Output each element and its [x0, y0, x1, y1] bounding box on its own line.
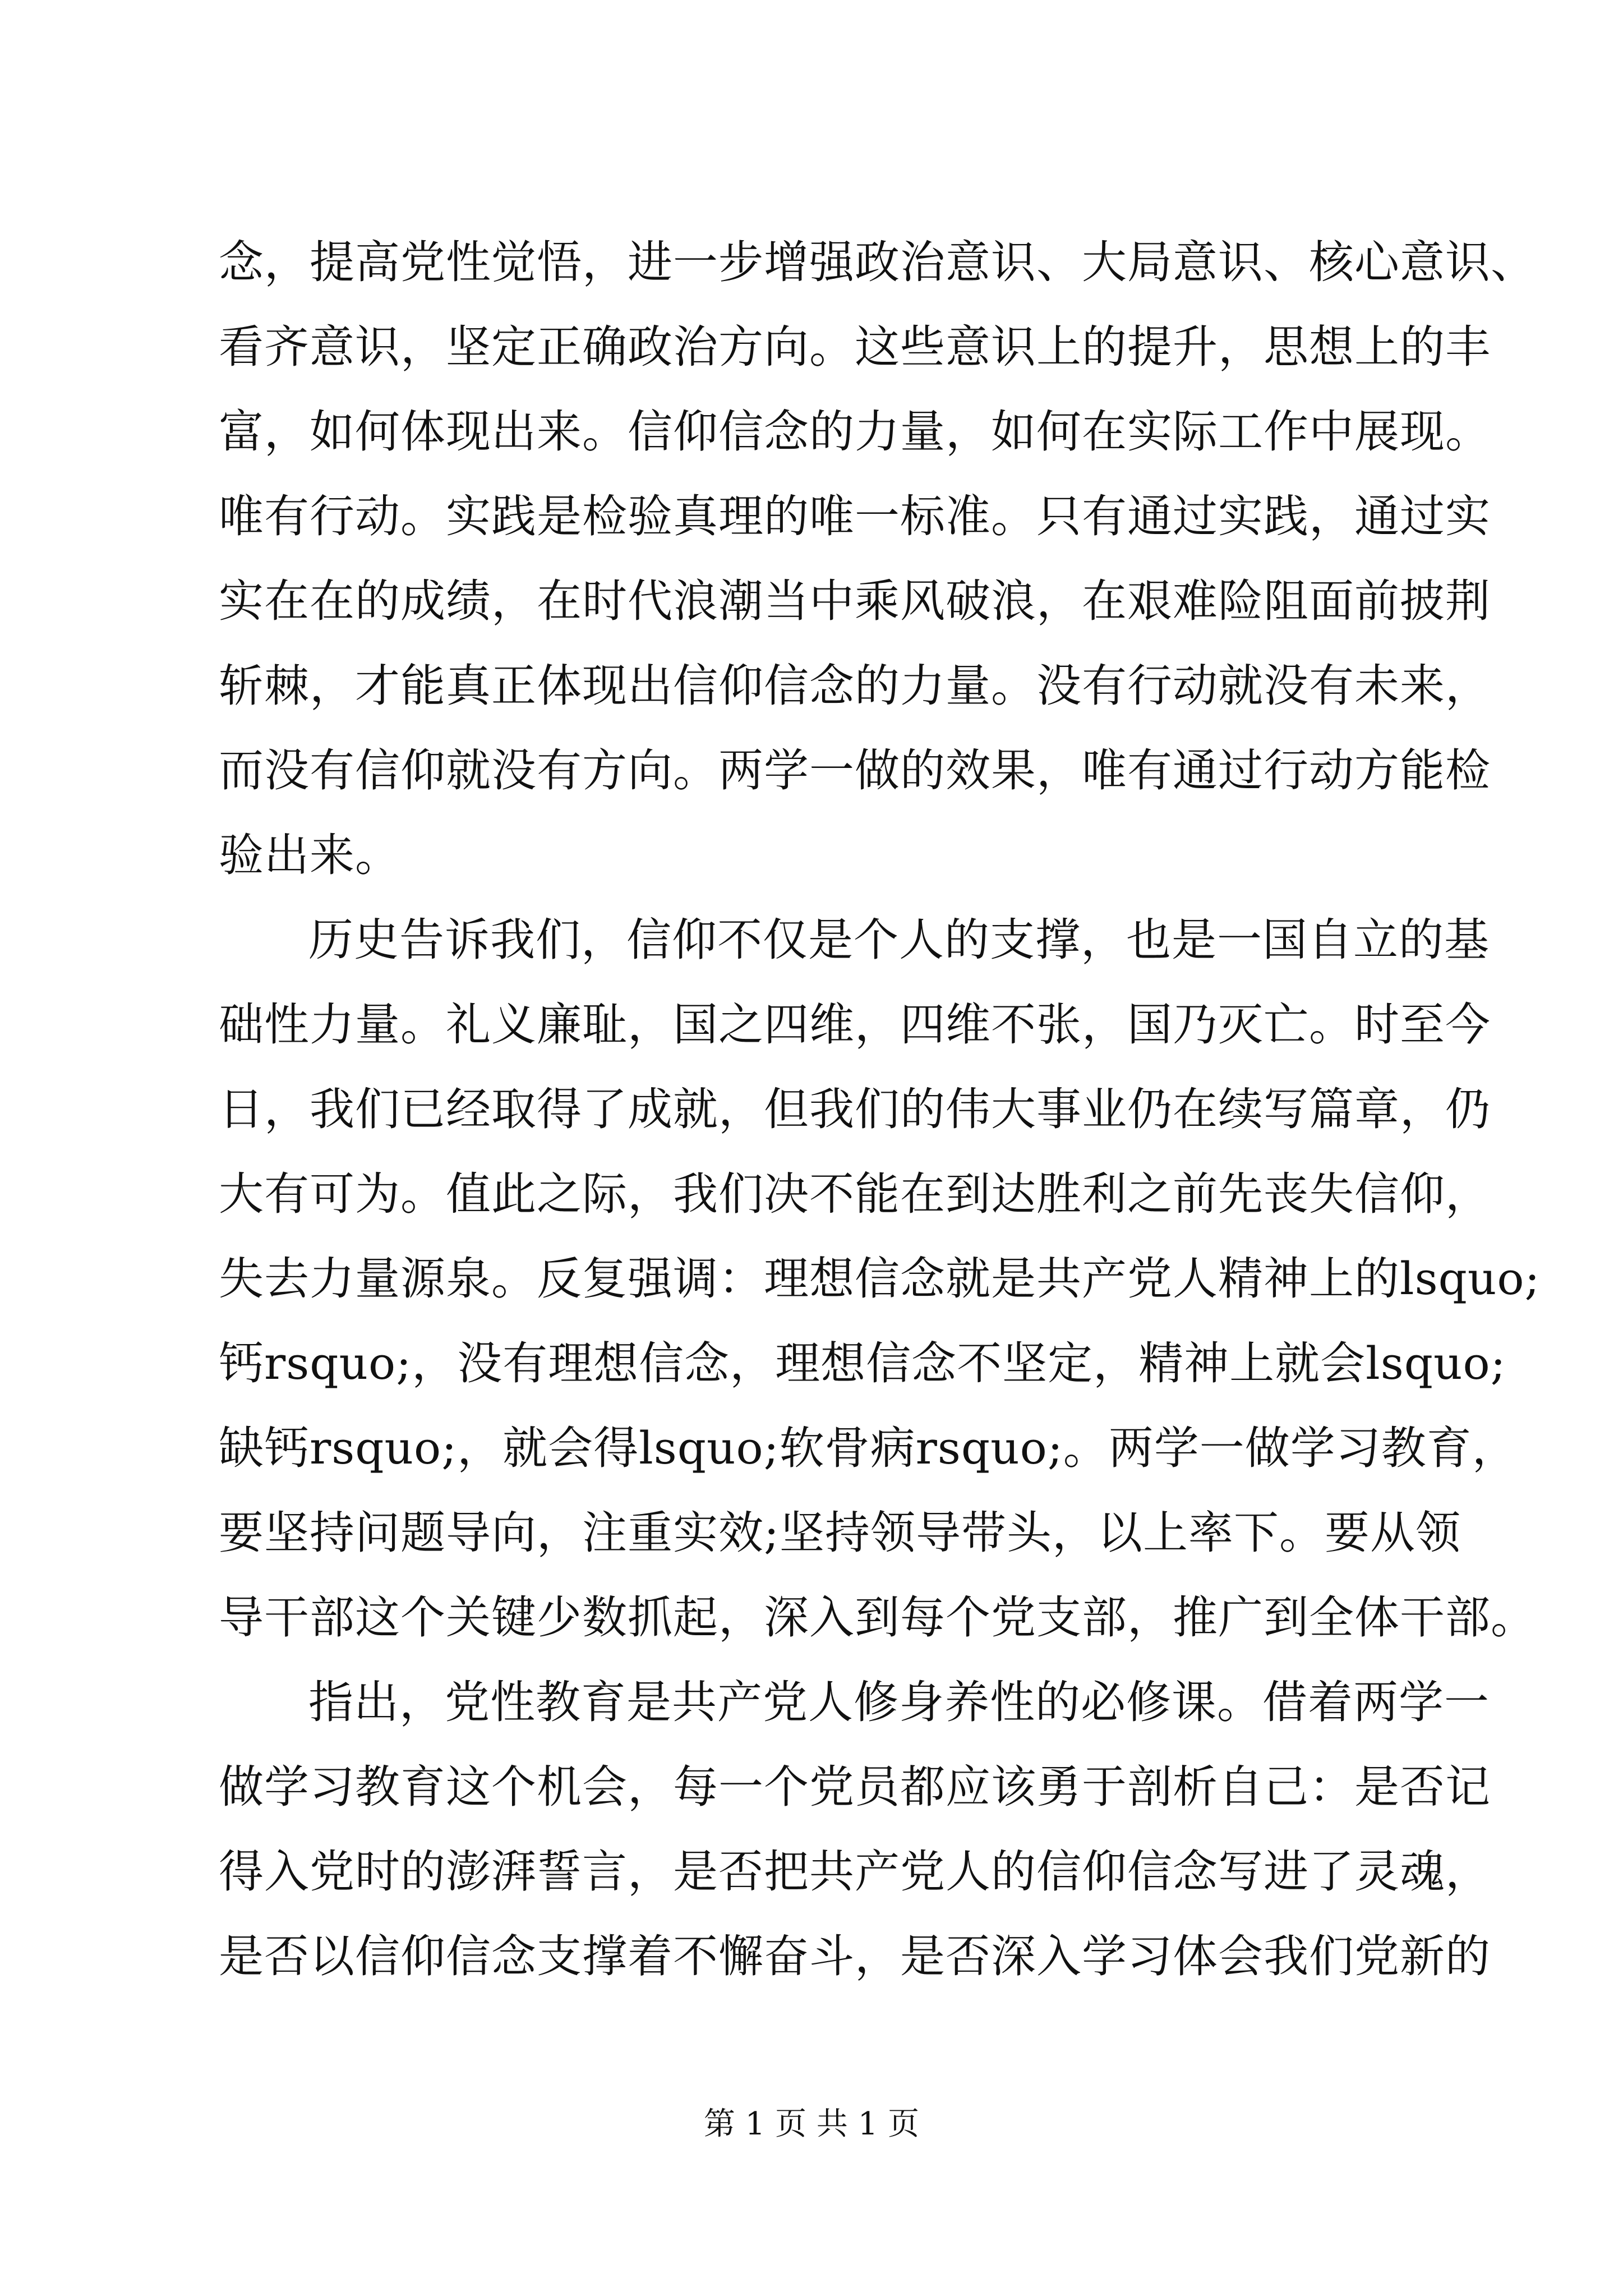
text-line: 要坚持问题导向，注重实效;坚持领导带头，以上率下。要从领: [219, 1507, 1461, 1559]
paragraph-first-line: 历史告诉我们，信仰不仅是个人的支撑，也是一国自立的基: [308, 914, 1490, 966]
text-line: 大有可为。值此之际，我们决不能在到达胜利之前先丧失信仰，: [219, 1168, 1491, 1220]
paragraph-first-line: 指出，党性教育是共产党人修身养性的必修课。借着两学一: [308, 1676, 1490, 1728]
text-line: 导干部这个关键少数抓起，深入到每个党支部，推广到全体干部。: [219, 1591, 1536, 1644]
text-line: 础性力量。礼义廉耻，国之四维，四维不张，国乃灭亡。时至今: [219, 999, 1491, 1051]
text-line: 验出来。: [219, 829, 400, 881]
page-footer: [0, 2105, 1623, 2144]
text-line: 斩棘，才能真正体现出信仰信念的力量。没有行动就没有未来，: [219, 660, 1491, 712]
text-line: 失去力量源泉。反复强调：理想信念就是共产党人精神上的lsquo;: [219, 1253, 1541, 1305]
text-line: 而没有信仰就没有方向。两学一做的效果，唯有通过行动方能检: [219, 744, 1491, 797]
text-line: 做学习教育这个机会，每一个党员都应该勇于剖析自己：是否记: [219, 1761, 1491, 1813]
text-line: 看齐意识，坚定正确政治方向。这些意识上的提升，思想上的丰: [219, 321, 1491, 373]
text-line: 实在在的成绩，在时代浪潮当中乘风破浪，在艰难险阻面前披荆: [219, 575, 1491, 627]
text-line: 钙rsquo;，没有理想信念，理想信念不坚定，精神上就会lsquo;: [219, 1337, 1506, 1389]
text-line: 日，我们已经取得了成就，但我们的伟大事业仍在续写篇章，仍: [219, 1083, 1491, 1135]
text-line: 得入党时的澎湃誓言，是否把共产党人的信仰信念写进了灵魂，: [219, 1846, 1491, 1898]
page-number-label: 第 1 页 共 1 页: [703, 2106, 920, 2142]
text-line: 唯有行动。实践是检验真理的唯一标准。只有通过实践，通过实: [219, 490, 1491, 542]
text-line: 富，如何体现出来。信仰信念的力量，如何在实际工作中展现。: [219, 406, 1491, 458]
text-line: 缺钙rsquo;，就会得lsquo;软骨病rsquo;。两学一做学习教育，: [219, 1422, 1518, 1474]
document-body: [219, 220, 1541, 1999]
text-line: 念，提高党性觉悟，进一步增强政治意识、大局意识、核心意识、: [219, 236, 1536, 288]
text-line: 是否以信仰信念支撑着不懈奋斗，是否深入学习体会我们党新的: [219, 1930, 1491, 1982]
